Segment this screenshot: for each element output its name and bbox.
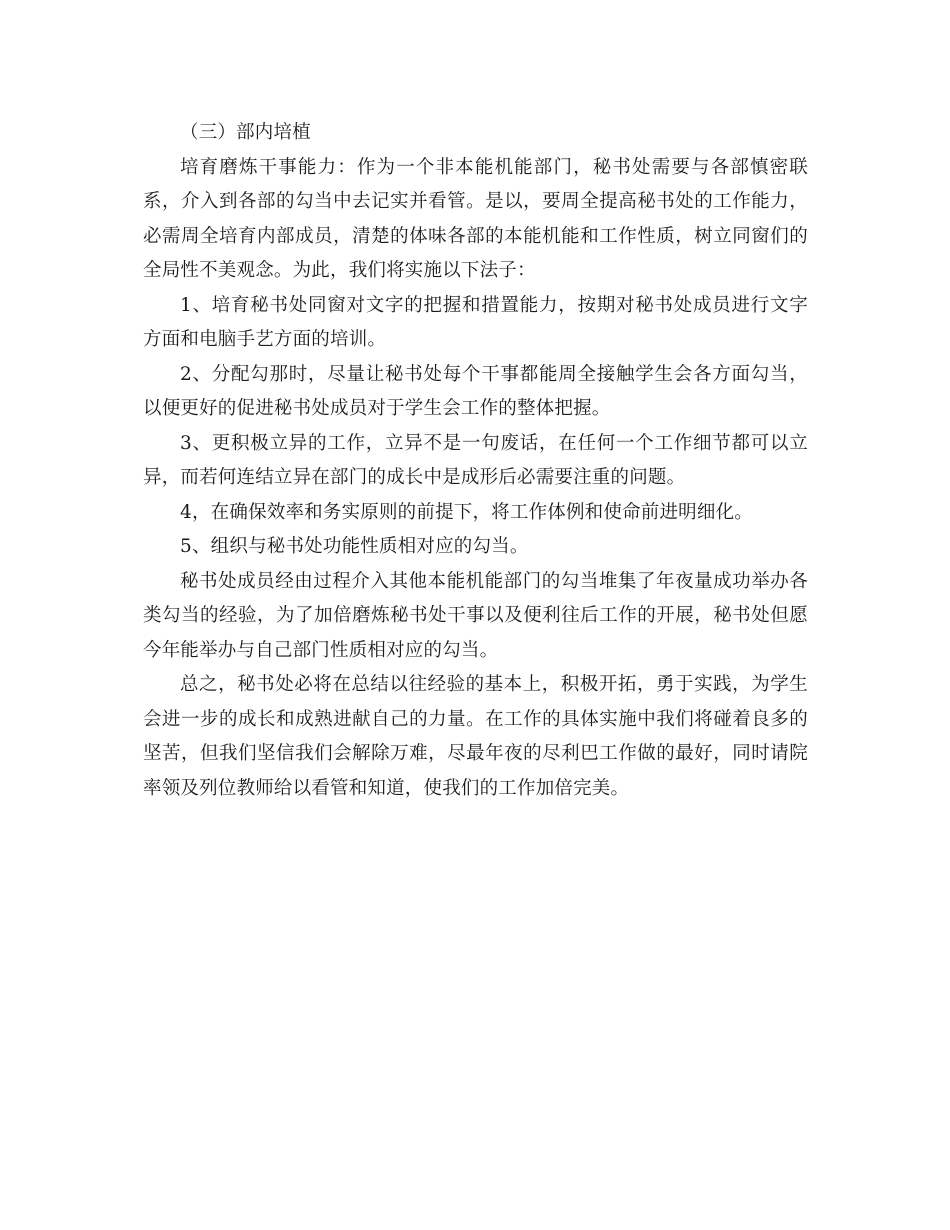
paragraph-2: 1、培育秘书处同窗对文字的把握和措置能力，按期对秘书处成员进行文字方面和电脑手艺方面的培训。 [143, 294, 808, 350]
paragraph-5: 4，在确保效率和务实原则的前提下，将工作体例和使命前进明细化。 [180, 501, 753, 523]
paragraph-6: 5、组织与秘书处功能性质相对应的勾当。 [180, 536, 529, 557]
paragraph-4: 3、更积极立异的工作，立异不是一句废话，在任何一个工作细节都可以立异，而若何连结立异在部门的成长中是成形后必需要注重的问题。 [143, 432, 808, 488]
paragraph-3: 2、分配勾那时，尽量让秘书处每个干事都能周全接触学生会各方面勾当，以便更好的促进秘书处成员对于学生会工作的整体把握。 [143, 363, 808, 419]
paragraph-1: 培育磨炼干事能力：作为一个非本能机能部门，秘书处需要与各部慎密联系，介入到各部的勾当中去记实并看管。是以，要周全提高秘书处的工作能力，必需周全培育内部成员，清楚的体味各部的本能机能和工作性质，树立同窗们的全局性不美观念。为此，我们将实施以下法子： [143, 156, 808, 281]
paragraph-7: 秘书处成员经由过程介入其他本能机能部门的勾当堆集了年夜量成功举办各类勾当的经验，为了加倍磨炼秘书处干事以及便利往后工作的开展，秘书处但愿今年能举办与自己部门性质相对应的勾当。 [143, 570, 808, 661]
document-body [143, 116, 808, 806]
section-heading: （三）部内培植 [180, 122, 311, 143]
paragraph-8: 总之，秘书处必将在总结以往经验的基本上，积极开拓，勇于实践，为学生会进一步的成长和成熟进献自己的力量。在工作的具体实施中我们将碰着良多的坚苦，但我们坚信我们会解除万难，尽最年夜的尽利巴工作做的最好，同时请院率领及列位教师给以看管和知道，使我们的工作加倍完美。 [143, 674, 808, 799]
